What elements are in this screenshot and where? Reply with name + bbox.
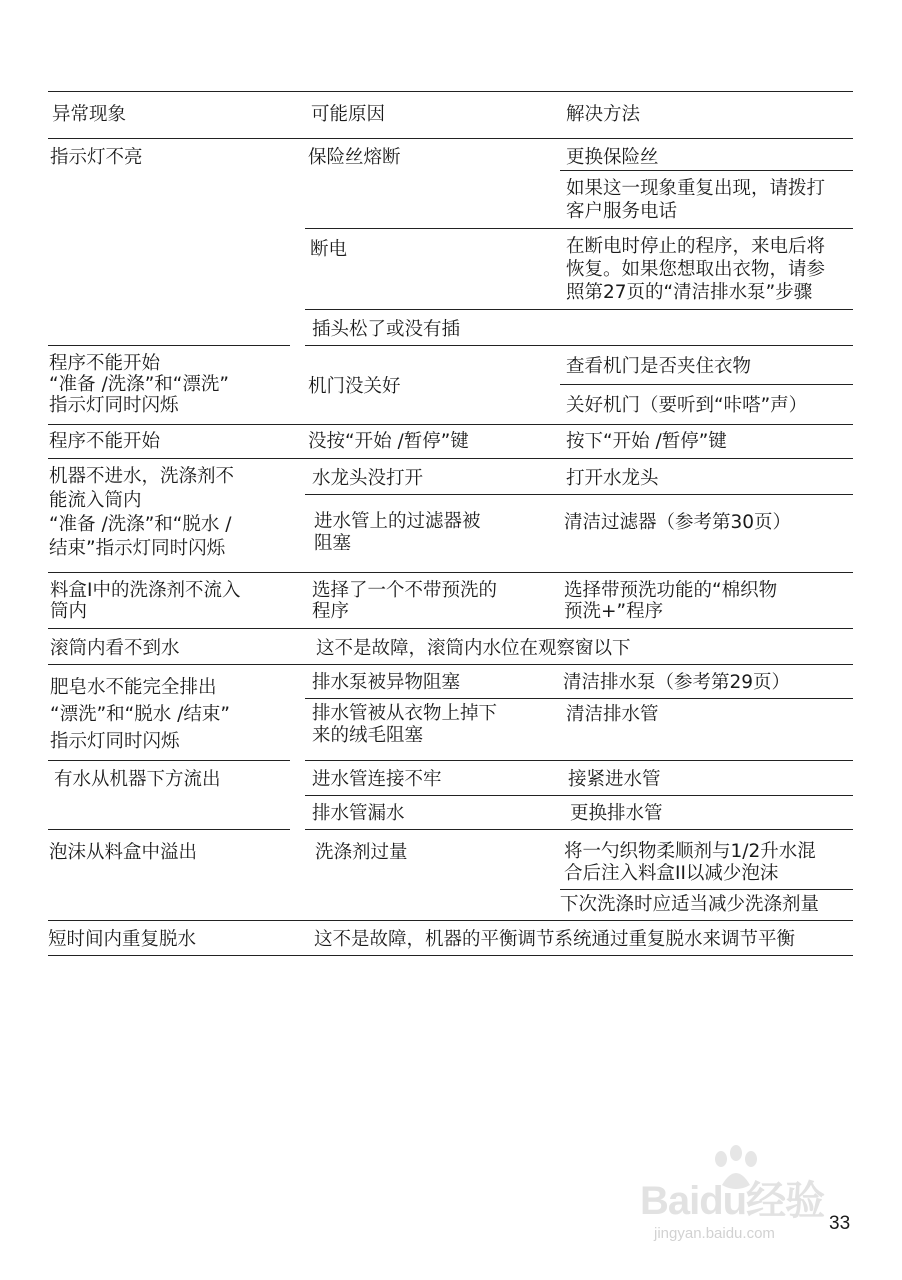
solution-cell <box>564 580 777 622</box>
symptom-cell <box>49 353 229 416</box>
rule <box>560 384 853 385</box>
watermark-url: jingyan.baidu.com <box>654 1225 775 1242</box>
rule <box>305 829 853 830</box>
rule <box>48 458 853 459</box>
solution-cell <box>566 235 825 304</box>
symptom-cell <box>50 674 230 755</box>
solution-cell: 清洁排水泵（参考第29页） <box>563 672 791 693</box>
solution-cell: 更换保险丝 <box>566 147 659 168</box>
text-line: 进水管上的过滤器被 <box>314 511 481 532</box>
text-line: “准备 /洗涤”和“脱水 / <box>49 514 232 535</box>
symptom-cell <box>49 465 234 561</box>
table-top-rule <box>48 91 853 92</box>
text-line: 程序 <box>312 601 350 622</box>
cause-cell: 插头松了或没有插 <box>312 319 461 340</box>
text-line: 指示灯同时闪烁 <box>50 731 180 752</box>
rule <box>48 920 853 921</box>
text-line: 照第27页的“清洁排水泵”步骤 <box>566 282 813 303</box>
rule <box>305 228 853 229</box>
rule <box>48 424 853 425</box>
cause-cell: 没按“开始 /暂停”键 <box>308 431 469 452</box>
text-line: 指示灯同时闪烁 <box>49 395 179 416</box>
text-line: 筒内 <box>50 601 88 622</box>
rule <box>305 795 853 796</box>
text-line: 选择了一个不带预洗的 <box>312 580 498 601</box>
symptom-cell: 短时间内重复脱水 <box>48 929 197 950</box>
rule <box>305 760 853 761</box>
text-line: 将一勺织物柔顺剂与1/2升水混 <box>564 841 816 862</box>
rule <box>560 170 853 171</box>
text-line: 料盒I中的洗涤剂不流入 <box>50 580 241 601</box>
symptom-cell: 有水从机器下方流出 <box>54 769 221 790</box>
text-line: 恢复。如果您想取出衣物，请参 <box>566 259 826 280</box>
symptom-cell: 滚筒内看不到水 <box>50 638 180 659</box>
solution-cell: 接紧进水管 <box>568 769 661 790</box>
solution-cell: 下次洗涤时应适当减少洗涤剂量 <box>560 894 820 915</box>
text-line: 客户服务电话 <box>566 201 678 222</box>
cause-cell <box>312 580 497 622</box>
solution-cell: 清洁排水管 <box>566 704 659 725</box>
rule <box>560 889 853 890</box>
symptom-cell <box>50 580 240 622</box>
symptom-cell: 程序不能开始 <box>49 431 161 452</box>
table-bottom-rule <box>48 955 853 956</box>
solution-cell <box>564 841 816 885</box>
note-cell: 这不是故障，滚筒内水位在观察窗以下 <box>316 638 631 659</box>
text-line: 机器不进水，洗涤剂不 <box>49 466 235 487</box>
solution-cell: 打开水龙头 <box>566 468 659 489</box>
column-header-symptom: 异常现象 <box>52 104 127 125</box>
rule <box>48 345 290 346</box>
text-line: 能流入筒内 <box>49 490 142 511</box>
text-line: 结束”指示灯同时闪烁 <box>49 538 226 559</box>
text-line: 合后注入料盒II以减少泡沫 <box>564 863 779 884</box>
cause-cell: 断电 <box>310 239 348 260</box>
solution-cell <box>566 177 825 223</box>
header-bottom-rule <box>48 138 853 139</box>
cause-cell <box>312 703 497 747</box>
cause-cell: 排水管漏水 <box>312 803 405 824</box>
rule <box>48 664 853 665</box>
baidu-watermark <box>640 1145 860 1255</box>
text-line: 来的绒毛阻塞 <box>312 725 424 746</box>
cause-cell <box>314 511 481 555</box>
cause-cell: 进水管连接不牢 <box>312 769 442 790</box>
text-line: 程序不能开始 <box>49 353 161 374</box>
symptom-cell: 泡沫从料盒中溢出 <box>49 842 198 863</box>
cause-cell: 排水泵被异物阻塞 <box>312 672 461 693</box>
rule <box>305 309 853 310</box>
watermark-brand: Baidu经验 <box>640 1179 825 1223</box>
cause-cell: 保险丝熔断 <box>308 147 401 168</box>
solution-cell: 清洁过滤器（参考第30页） <box>564 512 792 533</box>
text-line: “漂洗”和“脱水 /结束” <box>50 704 230 725</box>
rule <box>48 572 853 573</box>
text-line: 排水管被从衣物上掉下 <box>312 703 498 724</box>
text-line: 选择带预洗功能的“棉织物 <box>564 580 778 601</box>
symptom-cell: 指示灯不亮 <box>50 147 143 168</box>
note-cell: 这不是故障，机器的平衡调节系统通过重复脱水来调节平衡 <box>314 929 796 950</box>
cause-cell: 水龙头没打开 <box>312 468 424 489</box>
rule <box>48 628 853 629</box>
rule <box>305 494 853 495</box>
solution-cell: 更换排水管 <box>570 803 663 824</box>
rule <box>48 829 290 830</box>
text-line: “准备 /洗涤”和“漂洗” <box>49 374 229 395</box>
text-line: 肥皂水不能完全排出 <box>50 677 217 698</box>
text-line: 预洗+”程序 <box>564 601 664 622</box>
solution-cell: 按下“开始 /暂停”键 <box>566 431 727 452</box>
solution-cell: 关好机门（要听到“咔嗒”声） <box>566 395 808 416</box>
text-line: 如果这一现象重复出现，请拨打 <box>566 178 826 199</box>
cause-cell: 机门没关好 <box>308 376 401 397</box>
column-header-solution: 解决方法 <box>566 104 641 125</box>
cause-cell: 洗涤剂过量 <box>315 842 408 863</box>
column-header-cause: 可能原因 <box>311 104 386 125</box>
rule <box>305 698 853 699</box>
text-line: 在断电时停止的程序，来电后将 <box>566 236 826 257</box>
rule <box>305 345 853 346</box>
rule <box>48 760 290 761</box>
solution-cell: 查看机门是否夹住衣物 <box>566 356 752 377</box>
page-number: 33 <box>829 1213 851 1234</box>
text-line: 阻塞 <box>314 533 352 554</box>
